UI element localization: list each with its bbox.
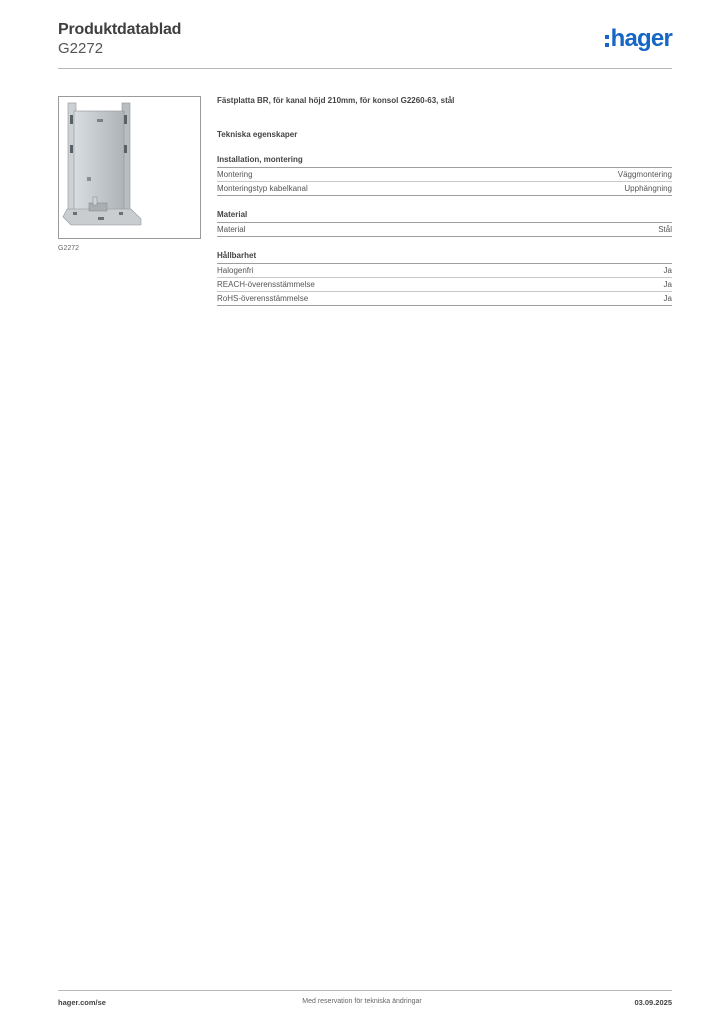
- spec-value: Ja: [663, 294, 672, 303]
- spec-label: Material: [217, 225, 246, 234]
- spec-row: [217, 168, 672, 182]
- footer-date: 03.09.2025: [634, 998, 672, 1007]
- spec-label: RoHS-överensstämmelse: [217, 294, 309, 303]
- spec-group-material: [217, 210, 672, 237]
- group-title: Installation, montering: [217, 155, 672, 168]
- spec-row: [217, 182, 672, 196]
- footer-disclaimer: Med reservation för tekniska ändringar: [302, 998, 422, 1005]
- spec-label: Montering: [217, 170, 253, 179]
- mounting-plate-illustration: [59, 97, 200, 238]
- product-description: Fästplatta BR, för kanal höjd 210mm, för konsol G2260-63, stål: [217, 96, 455, 105]
- product-image: [58, 96, 201, 239]
- footer-website-link[interactable]: hager.com/se: [58, 998, 106, 1007]
- spec-label: REACH-överensstämmelse: [217, 280, 315, 289]
- spec-value: Ja: [663, 280, 672, 289]
- product-details: [217, 96, 672, 306]
- footer-divider: [58, 990, 672, 991]
- spec-value: Väggmontering: [617, 170, 672, 179]
- logo-text: hager: [610, 25, 672, 52]
- image-caption: G2272: [58, 245, 80, 252]
- group-title: Material: [217, 210, 672, 223]
- spec-value: Stål: [658, 225, 672, 234]
- spec-row: [217, 292, 672, 306]
- group-title: Hållbarhet: [217, 251, 672, 264]
- spec-row: [217, 264, 672, 278]
- header-divider: [58, 68, 672, 69]
- spec-value: Ja: [663, 266, 672, 275]
- hager-logo: [605, 26, 672, 52]
- spec-group-installation: [217, 155, 672, 196]
- document-title: Produktdatablad: [58, 21, 182, 38]
- logo-dots-icon: [605, 35, 609, 47]
- spec-row: [217, 223, 672, 237]
- spec-group-sustainability: [217, 251, 672, 306]
- specs-heading: Tekniska egenskaper: [217, 130, 298, 139]
- spec-label: Halogenfri: [217, 266, 254, 275]
- product-code: G2272: [58, 40, 104, 57]
- page-header: [58, 21, 672, 69]
- spec-row: [217, 278, 672, 292]
- spec-value: Upphängning: [624, 184, 672, 193]
- spec-label: Monteringstyp kabelkanal: [217, 184, 308, 193]
